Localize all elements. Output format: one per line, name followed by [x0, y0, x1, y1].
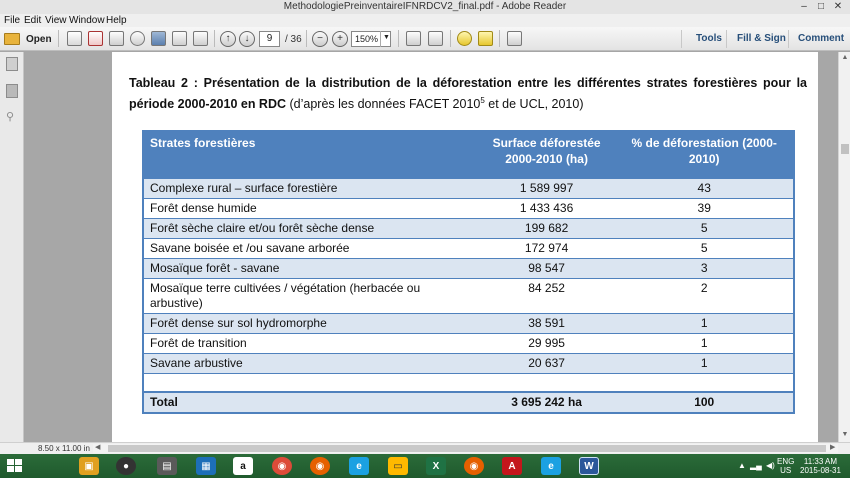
total-percent: 100 — [615, 392, 794, 413]
cell-surface: 199 682 — [478, 218, 616, 238]
email-icon[interactable] — [193, 31, 208, 46]
cell-empty — [615, 373, 794, 392]
table-caption — [129, 75, 807, 113]
table-row — [143, 258, 794, 278]
zoom-select[interactable]: 150% — [351, 31, 391, 47]
toolbar-separator — [681, 30, 682, 48]
cell-surface: 84 252 — [478, 278, 616, 313]
folder-icon — [4, 33, 20, 45]
menu-edit[interactable]: Edit — [24, 15, 42, 26]
toolbar-separator — [450, 30, 451, 47]
page-count: / 36 — [285, 34, 302, 45]
cell-percent: 5 — [615, 218, 794, 238]
caption-source: (d’après les données FACET 2010 — [286, 97, 481, 112]
scroll-right-icon[interactable]: ▶ — [830, 444, 836, 451]
page-size-label: 8.50 x 11.00 in — [38, 444, 90, 453]
document-viewport[interactable] — [25, 52, 838, 442]
cell-strate: Mosaïque terre cultivées / végétation (herbacée ou arbustive) — [143, 278, 478, 313]
chrome-icon[interactable]: ◉ — [272, 457, 292, 475]
cell-surface: 172 974 — [478, 238, 616, 258]
cell-strate: Complexe rural – surface forestière — [143, 178, 478, 198]
clock-date: 2015-08-31 — [800, 466, 841, 475]
close-button[interactable]: ✕ — [833, 1, 843, 12]
clock-time: 11:33 AM — [803, 457, 838, 466]
toolbar-separator — [499, 30, 500, 47]
cell-strate: Forêt dense sur sol hydromorphe — [143, 313, 478, 333]
page-down-icon[interactable]: ↓ — [239, 31, 255, 47]
language-indicator[interactable] — [777, 457, 794, 475]
cell-percent: 5 — [615, 238, 794, 258]
table-row — [143, 313, 794, 333]
firefox-icon[interactable]: ◉ — [464, 457, 484, 475]
network-icon[interactable]: ▂▄ — [750, 461, 762, 470]
toolbar — [0, 27, 850, 51]
cell-percent: 1 — [615, 333, 794, 353]
cell-strate: Savane boisée et /ou savane arborée — [143, 238, 478, 258]
chevron-down-icon[interactable]: ▼ — [380, 31, 392, 47]
cell-strate: Forêt sèche claire et/ou forêt sèche dense — [143, 218, 478, 238]
amazon-icon[interactable]: a — [233, 457, 253, 475]
comment-icon[interactable] — [457, 31, 472, 46]
cell-surface: 1 433 436 — [478, 198, 616, 218]
clock[interactable] — [800, 457, 841, 475]
scrollbar-thumb[interactable] — [841, 144, 849, 154]
header-surface: Surface déforestée 2000-2010 (ha) — [478, 131, 616, 178]
menu-file[interactable]: File — [4, 15, 21, 26]
window-title: MethodologiePreinventaireIFNRDCV2_final.pdf - Adobe Reader — [283, 1, 567, 12]
table-row — [143, 353, 794, 373]
fit-page-icon[interactable] — [406, 31, 421, 46]
table-row — [143, 238, 794, 258]
menu-bar — [0, 14, 850, 27]
caption-title: Tableau 2 : Présentation de la distribution de la déforestation entre les différentes strates forestières pour la période 2000-2010 en RDC — [129, 76, 807, 112]
cell-surface: 29 995 — [478, 333, 616, 353]
title-bar — [0, 0, 850, 14]
internet-explorer-icon[interactable]: e — [541, 457, 561, 475]
acrobat-icon[interactable]: A — [502, 457, 522, 475]
horizontal-scrollbar[interactable] — [93, 444, 838, 453]
windows-start-icon[interactable] — [7, 459, 23, 473]
cell-surface: 98 547 — [478, 258, 616, 278]
cell-percent: 3 — [615, 258, 794, 278]
table-total-row — [143, 392, 794, 413]
vertical-scrollbar[interactable] — [838, 52, 850, 442]
hscrollbar-thumb[interactable] — [108, 445, 826, 452]
volume-icon[interactable]: ◀) — [766, 461, 775, 470]
toolbar-separator — [726, 30, 727, 48]
cell-percent: 1 — [615, 313, 794, 333]
table-row-empty — [143, 373, 794, 392]
page-thumbnails-icon[interactable] — [6, 57, 18, 71]
file-explorer-icon[interactable]: ▣ — [79, 457, 99, 475]
table-row — [143, 178, 794, 198]
tray-chevron-icon[interactable]: ▲ — [738, 461, 746, 470]
cell-percent: 1 — [615, 353, 794, 373]
cell-empty — [143, 373, 478, 392]
internet-explorer-icon[interactable]: e — [349, 457, 369, 475]
zoom-in-icon[interactable]: + — [332, 31, 348, 47]
deforestation-table — [142, 130, 795, 414]
toolbar-separator — [788, 30, 789, 48]
menu-window[interactable]: Window — [69, 15, 105, 26]
outlook-icon[interactable]: ▦ — [196, 457, 216, 475]
menu-help[interactable]: Help — [106, 15, 127, 26]
print-icon[interactable] — [172, 31, 187, 46]
cell-percent: 2 — [615, 278, 794, 313]
toolbar-separator — [214, 30, 215, 47]
pdf-page — [112, 52, 818, 442]
total-surface: 3 695 242 ha — [478, 392, 616, 413]
app-icon[interactable]: ▤ — [157, 457, 177, 475]
open-button[interactable] — [4, 31, 52, 47]
cell-percent: 43 — [615, 178, 794, 198]
cell-surface: 1 589 997 — [478, 178, 616, 198]
highlight-icon[interactable] — [478, 31, 493, 46]
toolbar-separator — [306, 30, 307, 47]
maximize-button[interactable]: □ — [817, 1, 825, 12]
cell-surface: 38 591 — [478, 313, 616, 333]
status-bar — [0, 442, 850, 454]
edit-icon[interactable] — [109, 31, 124, 46]
comment-button[interactable]: Comment — [798, 33, 845, 44]
cell-surface: 20 637 — [478, 353, 616, 373]
page-number-input[interactable]: 9 — [259, 31, 280, 47]
zoom-out-icon[interactable]: − — [312, 31, 328, 47]
cell-empty — [478, 373, 616, 392]
fill-sign-button[interactable]: Fill & Sign — [737, 33, 786, 44]
fit-width-icon[interactable] — [428, 31, 443, 46]
total-label: Total — [143, 392, 478, 413]
table-row — [143, 218, 794, 238]
table-header-row — [143, 131, 794, 178]
navigation-panel — [0, 52, 24, 442]
folder-icon[interactable]: ▭ — [388, 457, 408, 475]
minimize-button[interactable]: – — [801, 1, 807, 12]
scroll-down-icon[interactable]: ▼ — [841, 431, 849, 438]
attachment-icon[interactable]: ⚲ — [6, 111, 15, 123]
language-label: ENG — [777, 457, 795, 466]
header-percent: % de déforestation (2000-2010) — [615, 131, 794, 178]
cell-strate: Mosaïque forêt - savane — [143, 258, 478, 278]
table-row — [143, 333, 794, 353]
open-label: Open — [26, 33, 52, 45]
toolbar-separator — [398, 30, 399, 47]
save-icon[interactable] — [151, 31, 166, 46]
scroll-up-icon[interactable]: ▲ — [841, 54, 849, 61]
cell-strate: Forêt de transition — [143, 333, 478, 353]
firefox-icon[interactable]: ◉ — [310, 457, 330, 475]
table-row — [143, 278, 794, 313]
excel-icon[interactable]: X — [426, 457, 446, 475]
region-label: US — [780, 466, 792, 475]
cell-strate: Forêt dense humide — [143, 198, 478, 218]
table-row — [143, 198, 794, 218]
cell-percent: 39 — [615, 198, 794, 218]
bookmarks-icon[interactable] — [6, 84, 18, 98]
cell-strate: Savane arbustive — [143, 353, 478, 373]
toolbar-separator — [58, 30, 59, 47]
export-icon[interactable] — [88, 31, 103, 46]
expand-icon[interactable] — [507, 31, 522, 46]
create-pdf-icon[interactable] — [67, 31, 82, 46]
scroll-left-icon[interactable]: ◀ — [95, 444, 101, 451]
caption-footnote-ref[interactable]: 5 — [480, 96, 485, 105]
caption-source-end: et de UCL, 2010) — [484, 97, 584, 112]
media-player-icon[interactable]: ● — [116, 457, 136, 475]
cloud-upload-icon[interactable] — [130, 31, 145, 46]
taskbar — [0, 454, 850, 478]
word-icon[interactable]: W — [579, 457, 599, 475]
header-strates: Strates forestières — [143, 131, 478, 178]
tools-button[interactable]: Tools — [696, 33, 722, 44]
page-up-icon[interactable]: ↑ — [220, 31, 236, 47]
menu-view[interactable]: View — [45, 15, 67, 26]
